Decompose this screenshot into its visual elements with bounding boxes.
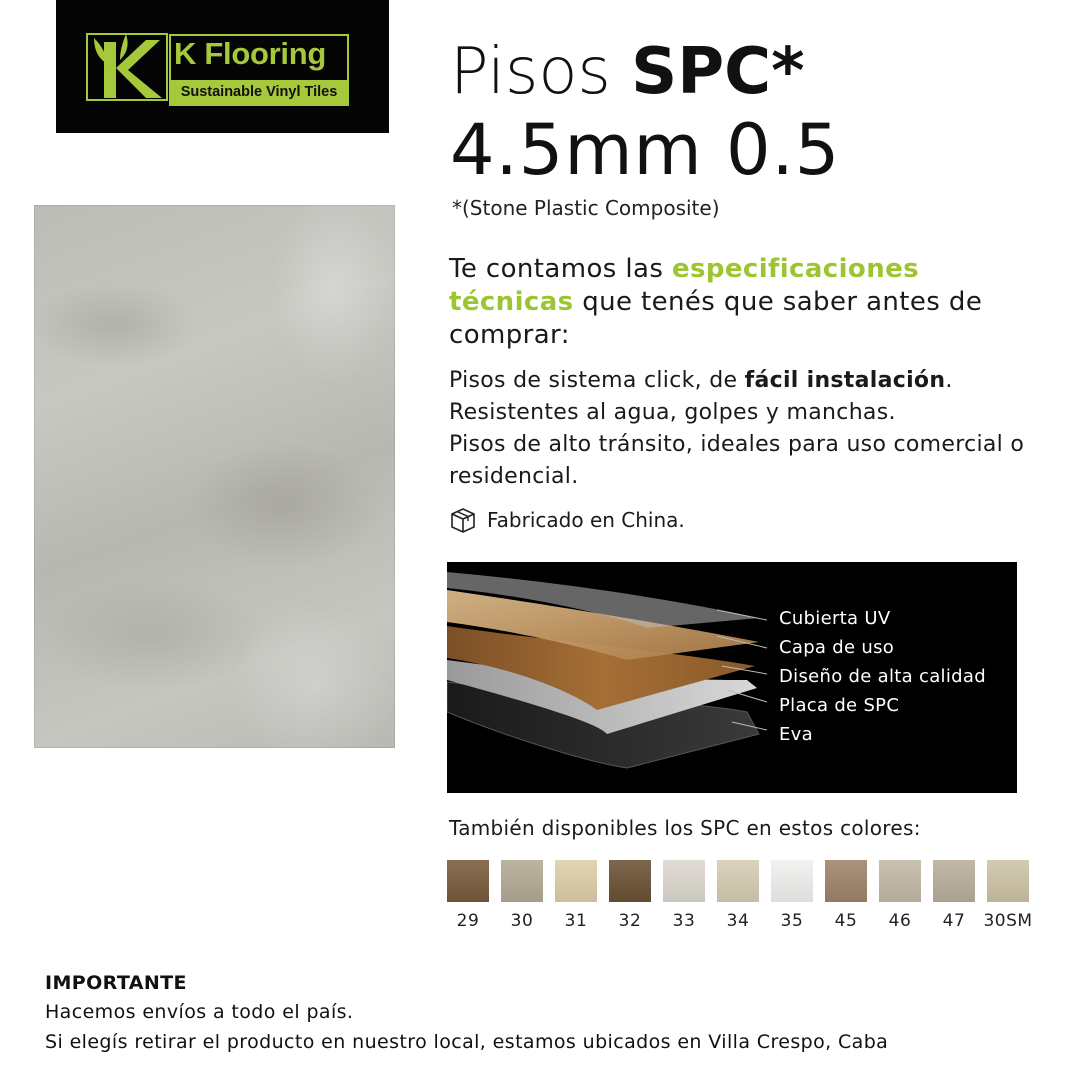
swatch-chip	[933, 860, 975, 902]
layer-labels	[779, 604, 986, 749]
colors-label: También disponibles los SPC en estos colores:	[449, 816, 921, 840]
layer-label-1: Cubierta UV	[779, 608, 891, 629]
logo-brand-name: K Flooring	[174, 36, 326, 71]
color-swatch	[663, 860, 705, 931]
color-swatch	[717, 860, 759, 931]
origin-row	[449, 507, 685, 533]
color-swatch	[825, 860, 867, 931]
swatch-chip	[771, 860, 813, 902]
intro-prefix: Te contamos las	[449, 254, 664, 284]
color-swatch	[933, 860, 975, 931]
swatch-chip	[609, 860, 651, 902]
swatch-chip	[879, 860, 921, 902]
important-line-2: Si elegís retirar el producto en nuestro local, estamos ubicados en Villa Crespo, Caba	[45, 1031, 889, 1053]
layer-label-5: Eva	[779, 724, 813, 745]
swatch-chip	[555, 860, 597, 902]
swatch-code: 30SM	[983, 911, 1033, 931]
title-bold: SPC*	[631, 35, 805, 109]
swatch-chip	[825, 860, 867, 902]
swatch-code: 32	[618, 911, 642, 931]
swatch-chip	[717, 860, 759, 902]
feature-line-1	[449, 365, 1049, 397]
swatch-code: 33	[672, 911, 696, 931]
swatch-code: 47	[942, 911, 966, 931]
important-line-1: Hacemos envíos a todo el país.	[45, 1001, 354, 1023]
swatch-code: 30	[510, 911, 534, 931]
page-title-line2: 4.5mm 0.5	[450, 109, 841, 191]
color-swatches	[447, 860, 1033, 931]
swatch-chip	[501, 860, 543, 902]
k-leaf-logo-icon	[86, 30, 168, 102]
color-swatch	[501, 860, 543, 931]
feature-1-prefix: Pisos de sistema click, de	[449, 368, 738, 393]
logo-tagline: Sustainable Vinyl Tiles	[171, 80, 347, 104]
intro-highlight-2: técnicas	[449, 287, 574, 317]
swatch-chip	[987, 860, 1029, 902]
feature-line-2: Resistentes al agua, golpes y manchas.	[449, 400, 896, 425]
swatch-code: 35	[780, 911, 804, 931]
important-title: IMPORTANTE	[45, 972, 187, 994]
intro-suffix: que tenés que saber antes de comprar:	[449, 287, 983, 350]
color-swatch	[447, 860, 489, 931]
swatch-chip	[447, 860, 489, 902]
box-icon	[449, 507, 477, 533]
layer-label-4: Placa de SPC	[779, 695, 900, 716]
swatch-code: 34	[726, 911, 750, 931]
intro-text	[449, 253, 1049, 352]
feature-1-bold: fácil instalación	[744, 368, 946, 393]
swatch-code: 45	[834, 911, 858, 931]
origin-text: Fabricado en China.	[487, 508, 685, 532]
feature-1-suffix: .	[945, 368, 953, 393]
color-swatch	[983, 860, 1033, 931]
layer-label-3: Diseño de alta calidad	[779, 666, 986, 687]
intro-highlight-1: especificaciones	[671, 254, 920, 284]
swatch-chip	[663, 860, 705, 902]
swatch-code: 31	[564, 911, 588, 931]
title-footnote: *(Stone Plastic Composite)	[452, 196, 720, 220]
color-swatch	[609, 860, 651, 931]
feature-line-3: Pisos de alto tránsito, ideales para uso comercial o residencial.	[449, 432, 1025, 489]
swatch-code: 46	[888, 911, 912, 931]
color-swatch	[555, 860, 597, 931]
features-list	[449, 365, 1049, 493]
color-swatch	[771, 860, 813, 931]
product-tile-image	[34, 205, 395, 748]
color-swatch	[879, 860, 921, 931]
page-title-line1	[450, 32, 805, 112]
layer-label-2: Capa de uso	[779, 637, 895, 658]
swatch-code: 29	[456, 911, 480, 931]
title-prefix: Pisos	[450, 35, 611, 109]
